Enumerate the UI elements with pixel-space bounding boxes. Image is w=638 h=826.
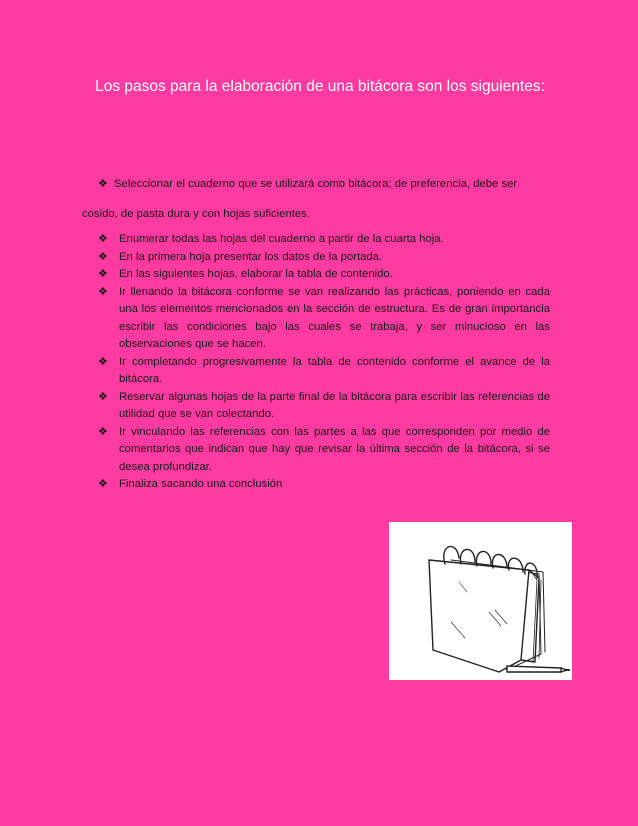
- diamond-bullet-icon: ❖: [98, 250, 108, 263]
- diamond-bullet-icon: ❖: [98, 478, 108, 490]
- list-item: [98, 354, 550, 389]
- first-item-text: Seleccionar el cuaderno que se utilizará como bitácora; de preferencia, debe ser: [114, 178, 518, 190]
- list-item: [98, 389, 550, 424]
- diamond-bullet-icon: ❖: [98, 285, 108, 298]
- notebook-illustration: [389, 522, 572, 680]
- diamond-bullet-icon: ❖: [98, 233, 108, 245]
- page-title: Los pasos para la elaboración de una bitácora son los siguientes:: [95, 78, 545, 95]
- notebook-pencil-icon: [389, 522, 572, 680]
- list-item: [98, 284, 550, 354]
- diamond-bullet-icon: ❖: [98, 425, 108, 438]
- diamond-bullet-icon: ❖: [98, 390, 108, 403]
- list-item-text: Finaliza sacando una conclusión: [119, 478, 283, 490]
- list-item-text: En la primera hoja presentar los datos de la portada.: [119, 250, 383, 263]
- first-item-continuation: cosido, de pasta dura y con hojas suficientes.: [82, 208, 310, 220]
- list-item-text: Enumerar todas las hojas del cuaderno a partir de la cuarta hoja.: [119, 233, 444, 245]
- diamond-bullet-icon: ❖: [98, 178, 108, 190]
- diamond-bullet-icon: ❖: [98, 268, 108, 280]
- list-item: [98, 476, 550, 494]
- steps-list: [98, 231, 550, 494]
- list-item: [98, 231, 550, 249]
- list-item-text: Reservar algunas hojas de la parte final de la bitácora para escribir las referencias de utilidad que se van colectando.: [119, 390, 550, 420]
- list-item-text: Ir llenando la bitácora conforme se van realizando las prácticas, poniendo en cada una los elementos mencionados en la sección de estructura. Es de gran importancia escribir las condiciones bajo las cuales se trabaja, y ser minucioso en las observaciones que se hacen.: [119, 285, 550, 350]
- list-item-text: En las siguientes hojas, elaborar la tabla de contenido.: [119, 268, 393, 280]
- list-item-text: Ir vinculando las referencias con las partes a las que corresponden por medio de comentarios que indican que hay que revisar la última sección de la bitácora, si se desea profundizar.: [119, 425, 550, 473]
- list-item: [98, 266, 550, 284]
- list-item: [98, 249, 550, 267]
- first-item-line: [98, 175, 560, 193]
- first-list-item: [82, 175, 560, 223]
- list-item-text: Ir completando progresivamente la tabla de contenido conforme el avance de la bitácora.: [119, 355, 550, 385]
- list-item: [98, 424, 550, 477]
- diamond-bullet-icon: ❖: [98, 355, 108, 368]
